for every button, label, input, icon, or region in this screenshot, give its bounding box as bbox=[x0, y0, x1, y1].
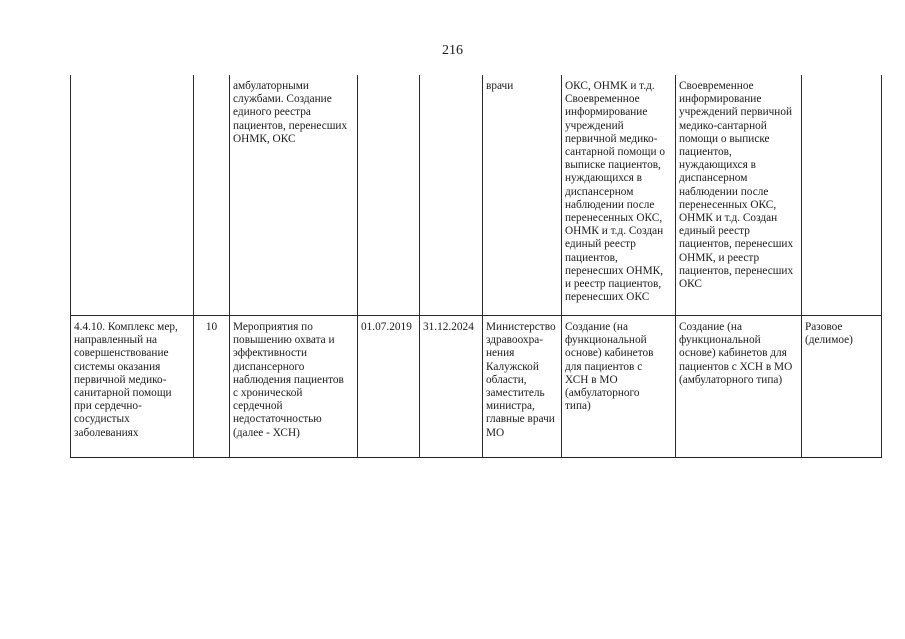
responsible-cell: Министерство здравоохра- нения Калужской области, заместитель министра, главные врачи МО bbox=[483, 316, 562, 458]
measures-table bbox=[70, 75, 882, 458]
type-cell: Разовое (делимое) bbox=[802, 316, 882, 458]
responsible-cell: врачи bbox=[483, 75, 562, 316]
number-cell: 10 bbox=[194, 316, 230, 458]
start-date-cell: 01.07.2019 bbox=[358, 316, 420, 458]
result-cell: Создание (на функциональной основе) кабинетов для пациентов с ХСН в МО (амбулаторного типа) bbox=[562, 316, 676, 458]
page-number: 216 bbox=[442, 43, 463, 58]
indicator-cell: Своевременное информирование учреждений первичной медико-сантарной помощи о выписке пациентов, нуждающихся в диспансерном наблюдении после перенесенных ОКС, ОНМК и т.д. Создан единый реестр пациентов, перенесших ОНМК, и реестр пациентов, перенесших ОКС bbox=[676, 75, 802, 316]
measure-name-cell: 4.4.10. Комплекс мер, направленный на совершенствование системы оказания первичной медико- санитарной помощи при сердечно- сосудистых заболеваниях bbox=[71, 316, 194, 458]
start-date-cell bbox=[358, 75, 420, 316]
indicator-cell: Создание (на функциональной основе) кабинетов для пациентов с ХСН в МО (амбулаторного типа) bbox=[676, 316, 802, 458]
end-date-cell bbox=[420, 75, 483, 316]
end-date-cell: 31.12.2024 bbox=[420, 316, 483, 458]
measure-name-cell bbox=[71, 75, 194, 316]
activity-cell: Мероприятия по повышению охвата и эффективности диспансерного наблюдения пациентов с хронической сердечной недостаточностью (далее - ХСН) bbox=[230, 316, 358, 458]
table-row bbox=[71, 75, 882, 316]
number-cell bbox=[194, 75, 230, 316]
table-row bbox=[71, 316, 882, 458]
activity-cell: амбулаторными службами. Создание единого реестра пациентов, перенесших ОНМК, ОКС bbox=[230, 75, 358, 316]
type-cell bbox=[802, 75, 882, 316]
result-cell: ОКС, ОНМК и т.д. Своевременное информирование учреждений первичной медико- сантарной помощи о выписке пациентов, нуждающихся в диспансерном наблюдении после перенесенных ОКС, ОНМК и т.д. Создан единый реестр пациентов, перенесших ОНМК, и реестр пациентов, перенесших ОКС bbox=[562, 75, 676, 316]
